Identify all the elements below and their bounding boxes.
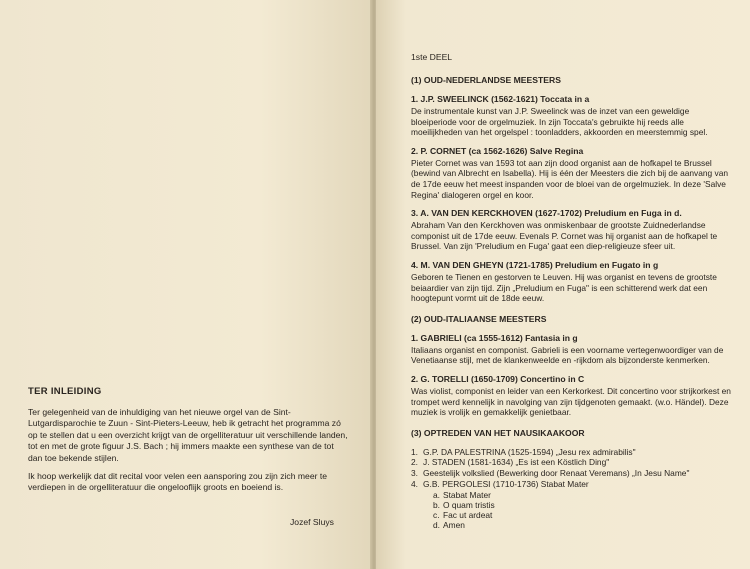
section-old-italian-masters (411, 314, 737, 418)
piece-title: 2. G. TORELLI (1650-1709) Concertino in C (411, 373, 585, 384)
piece-description: Abraham Van den Kerckhoven was onmiskenbaar de grootste Zuidnederlandse componist uit de 17de eeuw. Evenals P. Cornet was hij organist aan de hofkapel te Brussel. Van zijn 'Preludium en Fuga' gaat een diep-religieuze sfeer uit. (411, 220, 718, 252)
piece-description: Geboren te Tienen en gestorven te Leuven. Hij was organist en tevens de grootste beiaardier van zijn tijd. Zijn „Preludium en Fuga" is een schitterend werk dat een hoogtepunt vormt uit de 18de eeuw. (411, 271, 717, 304)
intro-paragraph-1: Ter gelegenheid van de inhuldiging van het nieuwe orgel van de Sint-Lutgardisparochie te Zuun - Sint-Pieters-Leeuw, heb ik getracht het programma zó op te stellen dat u een overzicht krijgt van de orgelliteratuur uit verschillende landen, tot en met de grote figuur J.S. Bach ; hij immers maakte een synthese van de tot dan toe bekende stijlen. (28, 407, 348, 463)
list-number: 3. (411, 468, 418, 479)
list-text: Geestelijk volkslied (Bewerking door Renaat Veremans) „In Jesu Name" (423, 468, 690, 479)
program (411, 52, 737, 541)
sub-list-item (433, 510, 737, 520)
list-text: G.B. PERGOLESI (1710-1736) Stabat Mater (423, 479, 589, 490)
piece-title: 1. J.P. SWEELINCK (1562-1621) Toccata in a (411, 94, 590, 104)
list-number: 4. (411, 479, 418, 490)
section-choir (411, 428, 737, 531)
sub-list-letter: d. (433, 520, 440, 531)
intro-heading: TER INLEIDING (28, 386, 102, 397)
piece-title: 1. GABRIELI (ca 1555-1612) Fantasia in g (411, 332, 578, 343)
section-title: (3) OPTREDEN VAN HET NAUSIKAAKOOR (411, 427, 585, 438)
choir-program-list (411, 447, 737, 490)
list-item (411, 479, 737, 490)
intro-paragraph-2: Ik hoop werkelijk dat dit recital voor velen een aansporing zou zijn zich meer te verdiepen in de orgelliteratuur die ongelooflijk groots en boeiend is. (28, 471, 328, 493)
introduction (28, 386, 350, 501)
sub-list-text: Stabat Mater (443, 489, 491, 500)
sub-list-text: O quam tristis (443, 500, 495, 511)
piece-description: Italiaans organist en componist. Gabrieli is een voorname vertegenwoordiger van de Venetiaanse stijl, met de klankenweelde en -rijkdom als bijzonderste kenmerken. (411, 344, 724, 366)
section-old-dutch-masters (411, 75, 737, 304)
list-text: J. STADEN (1581-1634) „Es ist een Köstlich Ding" (423, 457, 610, 468)
piece-description: Pieter Cornet was van 1593 tot aan zijn dood organist aan de hofkapel te Brussel (bewind van Albrecht en Isabella). Hij is één der Meesters die zich bij de aanvang van de 17de eeuw het meest inspanden voor de bloei van de orgelmuziek. In deze 'Salve Regina' dialogeren orgel en koor. (411, 157, 729, 200)
sub-list-text: Fac ut ardeat (443, 510, 493, 521)
piece-description: Was violist, componist en leider van een Kerkorkest. Dit concertino voor strijkorkest en trompet werd kennelijk in navolging van zijn tijdgenoten gemaakt. (w.o. Händel). Deze muziek is vrolijk en gemakkelijk genietbaar. (411, 385, 731, 418)
sub-list-letter: a. (433, 489, 440, 500)
list-number: 2. (411, 457, 418, 468)
sub-list-letter: b. (433, 500, 440, 511)
list-text: G.P. DA PALESTRINA (1525-1594) „Jesu rex admirabilis" (423, 446, 636, 457)
piece-title: 3. A. VAN DEN KERCKHOVEN (1627-1702) Preludium en Fuga in d. (411, 208, 682, 219)
sub-list-item (433, 500, 737, 510)
list-item (411, 447, 737, 458)
section-title: (1) OUD-NEDERLANDSE MEESTERS (411, 75, 561, 85)
part-title: 1ste DEEL (411, 52, 453, 62)
list-number: 1. (411, 446, 418, 457)
sub-list-letter: c. (433, 510, 440, 521)
left-page (0, 0, 372, 569)
piece-description: De instrumentale kunst van J.P. Sweelinck was de inzet van een geweldige bloeiperiode voor de orgelmuziek. In zijn Toccata's gebruikte hij reeds alle moeilijkheden van het orgelspel : toonladders, akkoorden en meerstemmig spel. (411, 106, 708, 138)
piece-title: 2. P. CORNET (ca 1562-1626) Salve Regina (411, 145, 584, 156)
sub-list-item (433, 490, 737, 500)
piece-title: 4. M. VAN DEN GHEYN (1721-1785) Preludium en Fugato in g (411, 259, 659, 270)
list-item (411, 468, 737, 479)
sub-list-item (433, 520, 737, 530)
section-title: (2) OUD-ITALIAANSE MEESTERS (411, 313, 547, 324)
sub-list-text: Amen (443, 520, 465, 531)
list-item (411, 457, 737, 468)
stabat-mater-movements (411, 490, 737, 531)
signature: Jozef Sluys (290, 517, 334, 527)
